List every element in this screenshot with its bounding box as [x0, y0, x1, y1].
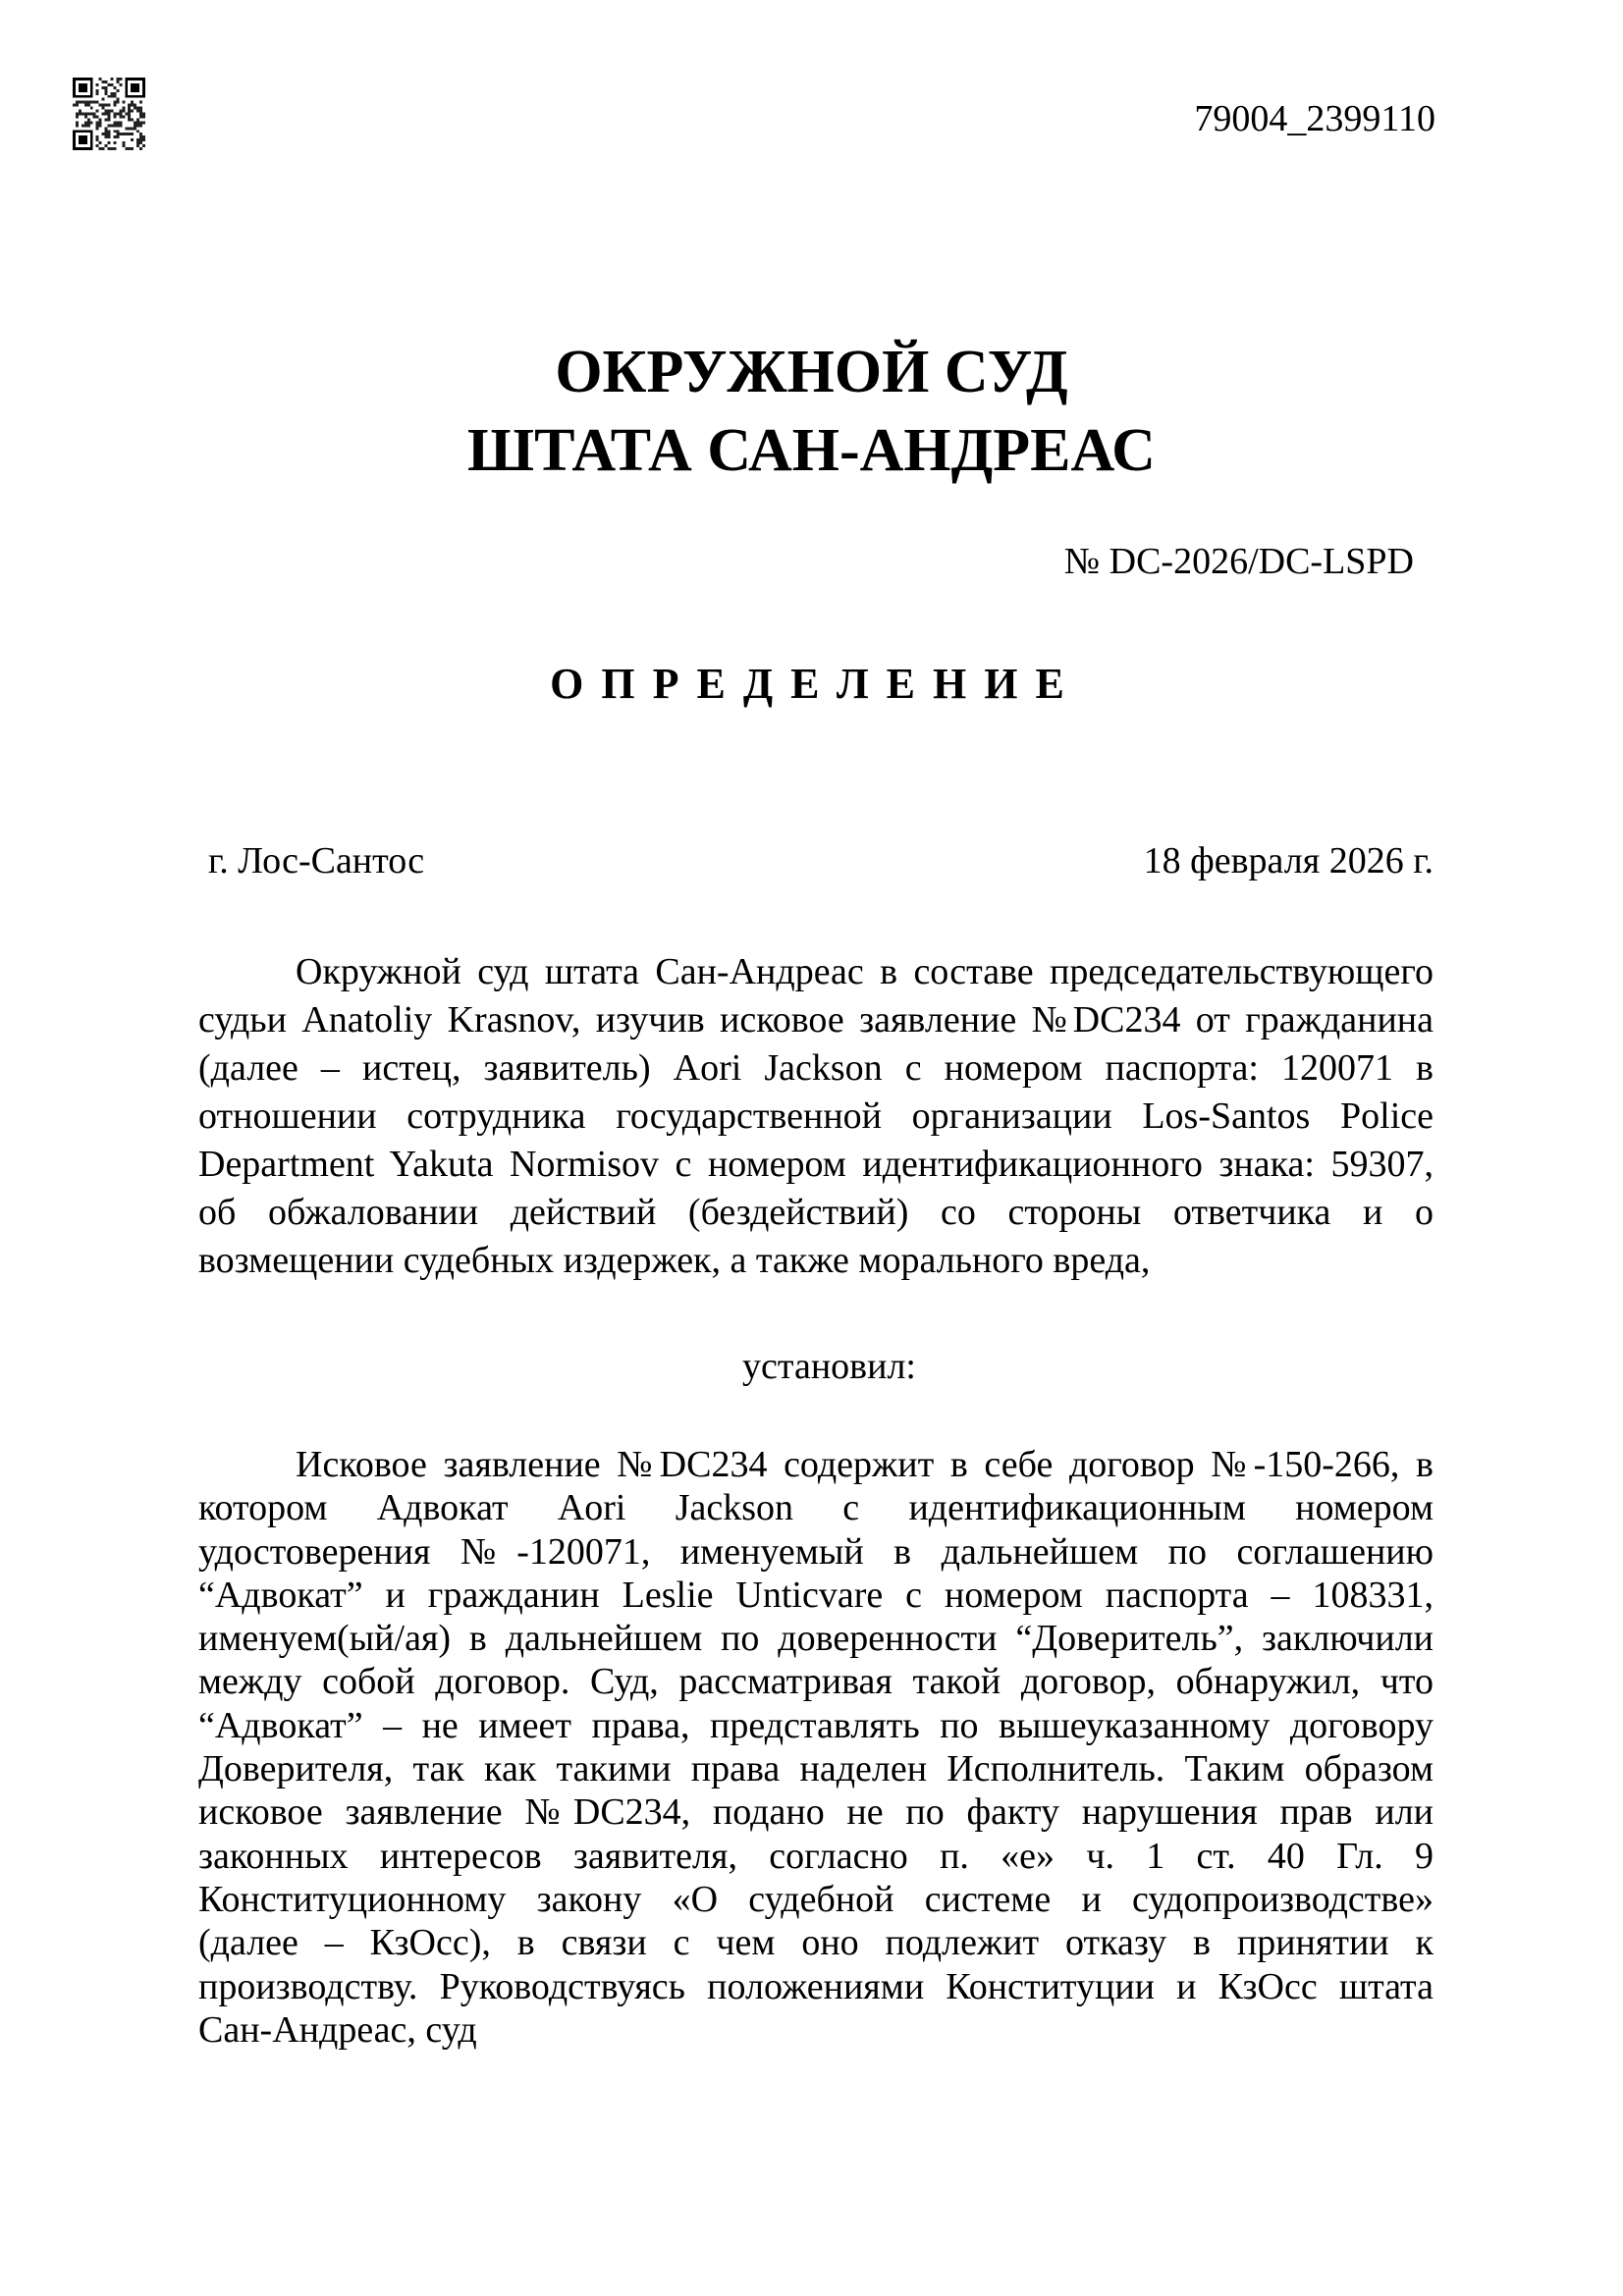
- text-line: возмещении судебных издержек, а также морального вреда,: [198, 1240, 1151, 1281]
- text-line: Исковое заявление №DC234 содержит в себе договор №-150-266, в: [296, 1444, 1434, 1485]
- text-line: Конституционному закону «О судебной системе и судопроизводстве»: [198, 1878, 1434, 1920]
- findings-paragraph: [198, 1443, 1434, 2052]
- text-line: “Адвокат” и гражданин Leslie Unticvare с номером паспорта – 108331,: [198, 1574, 1434, 1616]
- text-line: отношении сотрудника государственной организации Los-Santos Police: [198, 1095, 1434, 1137]
- text-line: именуем(ый/ая) в дальнейшем по доверенности “Доверитель”, заключили: [198, 1618, 1434, 1660]
- date: 18 февраля 2026 г.: [1143, 840, 1434, 881]
- text-line: “Адвокат” – не имеет права, представлять по вышеуказанному договору: [198, 1704, 1434, 1746]
- document-type-heading: ОПРЕДЕЛЕНИЕ: [550, 660, 1082, 708]
- case-number: № DC-2026/DC-LSPD: [1063, 541, 1414, 582]
- text-line: исковое заявление №DC234, подано не по факту нарушения прав или: [198, 1791, 1434, 1834]
- text-line: (далее – КзОсс), в связи с чем оно подлежит отказу в принятии к: [198, 1922, 1434, 1964]
- text-line: производству. Руководствуясь положениями Конституции и КзОсс штата: [198, 1965, 1434, 2007]
- text-line: между собой договор. Суд, рассматривая такой договор, обнаружил, что: [198, 1661, 1434, 1703]
- text-line: судьи Anatoliy Krasnov, изучив исковое заявление №DC234 от гражданина: [198, 999, 1434, 1041]
- text-line: Сан-Андреас, суд: [198, 2008, 477, 2051]
- text-line: Department Yakuta Normisov с номером идентификационного знака: 59307,: [198, 1144, 1434, 1185]
- text-line: (далее – истец, заявитель) Aori Jackson с номером паспорта: 120071 в: [198, 1047, 1434, 1089]
- document-id: 79004_2399110: [1194, 98, 1435, 139]
- text-line: удостоверения №-120071, именуемый в дальнейшем по соглашению: [198, 1530, 1434, 1573]
- text-line: Доверителя, так как такими права наделен Исполнитель. Таким образом: [198, 1748, 1434, 1790]
- text-line: Окружной суд штата Сан-Андреас в составе председательствующего: [296, 951, 1434, 992]
- text-line: законных интересов заявителя, согласно п. «е» ч. 1 ст. 40 Гл. 9: [198, 1835, 1434, 1877]
- established-label: установил:: [742, 1346, 916, 1387]
- qr-code-icon: [73, 77, 145, 151]
- court-title-line1: ОКРУЖНОЙ СУД: [555, 339, 1068, 405]
- place: г. Лос-Сантос: [208, 840, 425, 881]
- court-title-line2: ШТАТА САН-АНДРЕАС: [467, 417, 1156, 484]
- intro-paragraph: [198, 948, 1434, 1285]
- text-line: об обжаловании действий (бездействий) со стороны ответчика и о: [198, 1192, 1434, 1233]
- text-line: котором Адвокат Aori Jackson с идентификационным номером: [198, 1487, 1434, 1529]
